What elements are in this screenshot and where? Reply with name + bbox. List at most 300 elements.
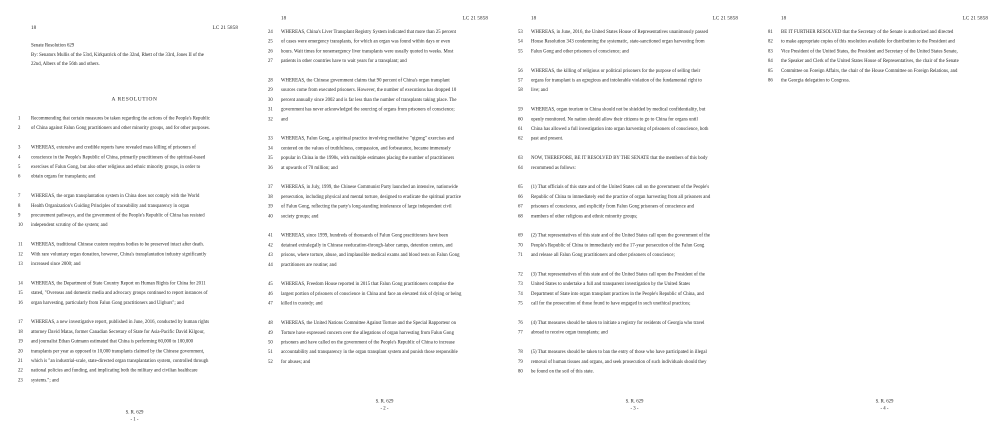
doc-line (0, 366, 250, 376)
line-number: 81 (768, 29, 773, 35)
line-number: 35 (268, 155, 273, 161)
line-number: 11 (18, 242, 23, 248)
doc-line (0, 357, 250, 367)
doc-line (0, 192, 250, 202)
doc-line (250, 231, 500, 241)
line-number: 18 (18, 329, 23, 335)
doc-line (250, 115, 500, 125)
line-number: 72 (518, 272, 523, 278)
line-text: People's Republic of China to immediately end the 17-year persecution of the Falun Gong (531, 242, 705, 248)
doc-line (500, 328, 750, 338)
line-number: 5 (18, 164, 21, 170)
line-text: (4) That measures should be taken to initiate a registry for residents of Georgia who travel (531, 320, 705, 326)
header-page-number: 18 (531, 15, 537, 21)
line-number: 22 (18, 368, 23, 374)
line-number: 86 (768, 78, 773, 84)
line-number: 8 (18, 203, 21, 209)
doc-line (250, 28, 500, 38)
line-number: 55 (518, 48, 523, 54)
doc-line (500, 134, 750, 144)
line-text: WHEREAS, Falun Gong, a spiritual practice involving meditative "qigong" exercises and (281, 136, 455, 142)
paragraph (500, 105, 750, 144)
line-number: 49 (268, 330, 273, 336)
doc-line (750, 57, 1000, 67)
page-body (250, 28, 500, 377)
line-text: stated, "Overseas and domestic media and advocacy groups continued to report instances of (31, 290, 208, 296)
line-number: 30 (268, 97, 273, 103)
line-number: 65 (518, 184, 523, 190)
line-text: United States to undertake a full and transparent investigation by the United States (531, 281, 691, 287)
line-text: of China against Falun Gong practitioners and other minority groups, and for other purposes. (31, 125, 210, 131)
line-text: House Resolution 343 condemning the systematic, state-sanctioned organ harvesting from (531, 39, 705, 45)
doc-line (0, 163, 250, 173)
line-number: 16 (18, 300, 23, 306)
doc-line (250, 134, 500, 144)
line-text: practitioners are routine; and (281, 262, 337, 268)
line-number: 19 (18, 339, 23, 345)
line-number: 58 (518, 87, 523, 93)
doc-line (0, 153, 250, 163)
doc-line (750, 28, 1000, 38)
line-text: removal of human tissues and organs, and seek prosecution of such individuals should they (531, 359, 707, 365)
line-number: 20 (18, 348, 23, 354)
doc-line (250, 154, 500, 164)
line-number: 38 (268, 194, 273, 200)
paragraph (500, 231, 750, 260)
doc-line (500, 241, 750, 251)
line-text: prisons, where torture, abuse, and implausible medical exams and blood tests on Falun Gong (281, 252, 460, 258)
line-text: of Falun Gong, reflecting the party's long-standing intolerance of large independent civil (281, 204, 452, 210)
doc-line (500, 37, 750, 47)
line-number: 57 (518, 78, 523, 84)
footer-page-number: - 3 - (630, 405, 639, 411)
line-number: 76 (518, 320, 523, 326)
doc-line (0, 337, 250, 347)
line-text: for abuses; and (281, 359, 311, 365)
doc-line (500, 66, 750, 76)
line-number: 7 (18, 193, 21, 199)
line-text: WHEREAS, a new investigative report, published in June, 2016, conducted by human rights (31, 319, 210, 325)
line-number: 9 (18, 213, 21, 219)
intro-line: Senate Resolution 629 (31, 42, 75, 48)
line-number: 39 (268, 204, 273, 210)
line-text: systems."; and (31, 377, 59, 383)
page-footer (531, 398, 738, 412)
line-text: openly monitored. No nation should allow their citizens to go to China for organs until (531, 116, 698, 122)
doc-line (0, 240, 250, 250)
line-number: 50 (268, 339, 273, 345)
page-body (500, 28, 750, 387)
line-number: 62 (518, 136, 523, 142)
line-number: 53 (518, 29, 523, 35)
line-number: 14 (18, 280, 23, 286)
paragraph (250, 319, 500, 368)
header-doc-code: LC 21 5858 (212, 25, 238, 31)
footer-page-number: - 2 - (380, 405, 389, 411)
line-text: Department of State into organ transplant practices in the People's Republic of China, and (531, 291, 704, 297)
line-text: and release all Falun Gong practitioners and other prisoners of conscience; (531, 252, 675, 258)
line-text: society groups; and (281, 213, 319, 219)
line-number: 13 (18, 261, 23, 267)
paragraph (250, 134, 500, 173)
line-text: WHEREAS, since 1999, hundreds of thousands of Falun Gong practitioners have been (281, 233, 449, 239)
line-number: 84 (768, 58, 773, 64)
line-number: 69 (518, 233, 523, 239)
line-number: 60 (518, 116, 523, 122)
page-3 (500, 0, 750, 444)
page-2 (250, 0, 500, 444)
doc-line (250, 57, 500, 67)
doc-line (500, 319, 750, 329)
line-text: recommend as follows: (531, 165, 576, 171)
line-number: 27 (268, 58, 273, 64)
line-text: Recommending that certain measures be taken regarding the actions of the People's Republic (31, 116, 211, 121)
line-number: 12 (18, 251, 23, 257)
paragraph (750, 28, 1000, 86)
header-page-number: 18 (781, 15, 787, 21)
line-text: detained extralegally in Chinese reeducation-through-labor camps, detention centers, and (281, 242, 453, 248)
doc-line (750, 66, 1000, 76)
doc-line (500, 76, 750, 86)
line-text: WHEREAS, the killing of religious or political prisoners for the purpose of selling their (531, 68, 701, 74)
line-text: hours. Wait times for nonemergency liver transplants were usually quoted in weeks. Most (281, 48, 454, 54)
line-text: past and present. (531, 136, 564, 142)
page-4 (750, 0, 1000, 444)
line-number: 34 (268, 145, 273, 151)
doc-line (500, 125, 750, 135)
line-number: 45 (268, 281, 273, 287)
doc-line (0, 279, 250, 289)
paragraph (0, 192, 250, 231)
paragraph (250, 28, 500, 67)
line-number: 29 (268, 87, 273, 93)
intro-line: By: Senators Mullis of the 53rd, Kirkpatrick of the 32nd, Rhett of the 33rd, Jones II of the (31, 51, 204, 58)
line-text: prisoners of conscience, and explicitly from Falun Gong prisoners of conscience and (531, 204, 694, 210)
line-number: 2 (18, 125, 21, 131)
line-number: 10 (18, 222, 23, 228)
doc-line (500, 115, 750, 125)
doc-line (250, 289, 500, 299)
page-body (750, 28, 1000, 96)
doc-line (0, 143, 250, 153)
line-number: 77 (518, 330, 523, 336)
doc-line (250, 319, 500, 329)
footer-page-number: - 1 - (130, 416, 139, 422)
line-number: 17 (18, 319, 23, 325)
paragraph (500, 183, 750, 222)
line-text: obtain organs for transplants; and (31, 174, 96, 180)
line-text: organ harvesting, particularly from Falun Gong practitioners and Uighurs"; and (31, 300, 184, 306)
doc-line (500, 280, 750, 290)
page-body (0, 114, 250, 395)
line-number: 43 (268, 252, 273, 258)
line-text: WHEREAS, in July, 1999, the Chinese Communist Party launched an intensive, nationwide (281, 184, 458, 190)
page-footer (31, 409, 238, 423)
doc-line (250, 299, 500, 309)
paragraph (0, 240, 250, 269)
doc-line (250, 280, 500, 290)
footer-doc-number: S. R. 629 (375, 398, 394, 404)
line-text: NOW, THEREFORE, BE IT RESOLVED BY THE SENATE that the members of this body (531, 155, 708, 161)
paragraph (0, 318, 250, 386)
page-header (281, 16, 488, 22)
resolution-intro (31, 41, 238, 69)
paragraph (500, 319, 750, 338)
doc-line (250, 348, 500, 358)
doc-line (250, 76, 500, 86)
line-number: 61 (518, 126, 523, 132)
paragraph (0, 279, 250, 308)
page-header (31, 25, 238, 31)
doc-line (250, 183, 500, 193)
line-text: (5) That measures should be taken to ban the entry of those who have participated in illegal (531, 349, 707, 355)
line-text: be found on the soil of this state. (531, 369, 594, 375)
line-text: call for the prosecution of those found to have engaged in such unethical practices; (531, 301, 691, 307)
doc-line (500, 183, 750, 193)
line-number: 78 (518, 349, 523, 355)
paragraph (500, 154, 750, 173)
line-text: (3) That representatives of this state and of the United States call upon the President of the (531, 272, 706, 278)
line-text: China has allowed a full investigation into organ harvesting of prisoners of conscience, both (531, 126, 709, 132)
line-number: 25 (268, 39, 273, 45)
doc-line (0, 327, 250, 337)
line-number: 15 (18, 290, 23, 296)
doc-line (500, 105, 750, 115)
line-text: Falun Gong and other prisoners of conscience; and (531, 48, 629, 54)
line-text: of cases were emergency transplants, for which an organ was found within days or even (281, 39, 451, 45)
line-text: the Speaker and Clerk of the United States House of Representatives, the chair of the Senate (781, 58, 959, 64)
doc-line (0, 172, 250, 182)
line-text: procurement pathways, and the government of the People's Republic of China has resisted (31, 213, 205, 219)
doc-line (0, 318, 250, 328)
doc-line (250, 47, 500, 57)
doc-line (250, 251, 500, 261)
line-number: 47 (268, 301, 273, 307)
doc-line (250, 37, 500, 47)
line-number: 24 (268, 29, 273, 35)
doc-line (500, 47, 750, 57)
line-number: 32 (268, 116, 273, 122)
line-text: and journalist Ethan Gutmann estimated that China is performing 60,000 to 100,000 (31, 339, 194, 345)
page-2-inner (250, 0, 500, 444)
doc-line (500, 299, 750, 309)
doc-line (500, 357, 750, 367)
page-4-inner (750, 0, 1000, 444)
doc-line (750, 47, 1000, 57)
page-1 (0, 0, 250, 444)
doc-line (250, 328, 500, 338)
doc-line (500, 163, 750, 173)
paragraph (500, 270, 750, 309)
line-number: 37 (268, 184, 273, 190)
line-text: (2) That representatives of this state and of the United States call upon the government of the (531, 233, 711, 239)
doc-line (250, 144, 500, 154)
line-number: 71 (518, 252, 523, 258)
line-text: attorney David Matas, former Canadian Secretary of State for Asia-Pacific David Kilgour, (31, 329, 205, 335)
line-number: 75 (518, 301, 523, 307)
line-text: at upwards of 70 million; and (281, 165, 338, 171)
page-footer (281, 398, 488, 412)
line-text: WHEREAS, Freedom House reported in 2015 that Falun Gong practitioners comprise the (281, 281, 454, 287)
line-number: 31 (268, 107, 273, 113)
intro-line: 22nd, Albers of the 56th and others. (31, 61, 100, 67)
line-number: 44 (268, 262, 273, 268)
paragraph (0, 114, 250, 133)
line-text: WHEREAS, the Department of State Country Report on Human Rights for China for 2011 (31, 280, 206, 286)
doc-line (500, 154, 750, 164)
line-number: 6 (18, 174, 21, 180)
line-text: WHEREAS, the organ transplantation system in China does not comply with the World (31, 193, 200, 199)
page-1-inner (0, 0, 250, 444)
line-number: 68 (518, 213, 523, 219)
paragraph (250, 183, 500, 222)
doc-line (0, 250, 250, 260)
paragraph (250, 231, 500, 270)
line-number: 59 (518, 107, 523, 113)
header-page-number: 18 (281, 15, 287, 21)
line-text: killed in custody; and (281, 301, 323, 307)
doc-line (250, 241, 500, 251)
footer-doc-number: S. R. 629 (625, 398, 644, 404)
line-number: 51 (268, 349, 273, 355)
doc-line (500, 348, 750, 358)
doc-line (250, 95, 500, 105)
line-number: 33 (268, 136, 273, 142)
line-text: to make appropriate copies of this resolution available for distribution to the President and (781, 39, 955, 45)
doc-line (500, 231, 750, 241)
line-text: organs for transplant is an egregious and intolerable violation of the fundamental right to (531, 78, 702, 84)
line-number: 36 (268, 165, 273, 171)
line-text: WHEREAS, the Chinese government claims that 90 percent of China's organ transplant (281, 78, 450, 84)
doc-line (500, 28, 750, 38)
line-text: and (281, 116, 288, 122)
line-text: WHEREAS, traditional Chinese custom requires bodies to be preserved intact after death. (31, 242, 204, 248)
line-number: 67 (518, 204, 523, 210)
doc-line (0, 201, 250, 211)
line-text: transplants per year as opposed to 10,000 transplants claimed by the Chinese government, (31, 348, 205, 354)
line-number: 70 (518, 242, 523, 248)
footer-doc-number: S. R. 629 (875, 398, 894, 404)
line-text: sources come from executed prisoners. However, the number of executions has dropped 10 (281, 87, 457, 93)
line-number: 3 (18, 145, 21, 151)
line-text: increased since 2000; and (31, 261, 81, 267)
line-text: prisoners and have called on the government of the People's Republic of China to increase (281, 339, 455, 345)
line-number: 63 (518, 155, 523, 161)
line-number: 4 (18, 154, 21, 160)
line-text: Republic of China to immediately end the practice of organ harvesting from all prisoners and (531, 194, 711, 200)
line-number: 40 (268, 213, 273, 219)
doc-line (500, 367, 750, 377)
doc-line (500, 86, 750, 96)
page-3-inner (500, 0, 750, 444)
line-text: independent scrutiny of the system; and (31, 222, 108, 228)
line-number: 56 (518, 68, 523, 74)
doc-line (500, 289, 750, 299)
paragraph (500, 66, 750, 95)
line-number: 21 (18, 358, 23, 364)
line-number: 73 (518, 281, 523, 287)
paragraph (500, 28, 750, 57)
line-number: 42 (268, 242, 273, 248)
header-page-number: 18 (31, 25, 37, 31)
line-number: 85 (768, 68, 773, 74)
doc-line (250, 260, 500, 270)
line-text: accountability and transparency in the organ transplant system and punish those responsible (281, 349, 458, 355)
line-text: centered on the values of truthfulness, compassion, and forbearance, became immensely (281, 145, 451, 151)
header-doc-code: LC 21 5858 (962, 15, 988, 21)
line-text: Torture have expressed concern over the allegations of organ harvesting from Falun Gong (281, 330, 454, 336)
line-text: percent annually since 2002 and is far less than the number of transplants taking place. The (281, 97, 457, 103)
line-number: 26 (268, 48, 273, 54)
doc-line (0, 211, 250, 221)
doc-line (750, 76, 1000, 86)
page-header (531, 16, 738, 22)
doc-line (250, 202, 500, 212)
line-text: which is "an industrial-scale, state-directed organ transplantation system, controlled through (31, 358, 209, 364)
doc-line (0, 260, 250, 270)
line-number: 79 (518, 359, 523, 365)
line-text: BE IT FURTHER RESOLVED that the Secretary of the Senate is authorized and directed (781, 29, 954, 35)
line-text: national policies and funding, and implicating both the military and civilian healthcare (31, 368, 198, 374)
doc-line (0, 114, 250, 124)
doc-line (0, 376, 250, 386)
paragraph (250, 280, 500, 309)
header-doc-code: LC 21 5858 (462, 15, 488, 21)
doc-line (250, 338, 500, 348)
doc-line (500, 202, 750, 212)
header-doc-code: LC 21 5858 (712, 15, 738, 21)
doc-line (250, 86, 500, 96)
line-number: 52 (268, 359, 273, 365)
footer-page-number: - 4 - (880, 405, 889, 411)
line-number: 83 (768, 48, 773, 54)
line-number: 80 (518, 369, 523, 375)
line-number: 64 (518, 165, 523, 171)
line-text: WHEREAS, China's Liver Transplant Registry System indicated that more than 25 percent (281, 29, 457, 35)
line-text: the Georgia delegation to Congress. (781, 78, 850, 84)
doc-line (0, 298, 250, 308)
line-number: 66 (518, 194, 523, 200)
line-number: 41 (268, 233, 273, 239)
paragraph (0, 143, 250, 182)
line-number: 48 (268, 320, 273, 326)
section-heading: A RESOLUTION (111, 96, 158, 102)
footer-doc-number: S. R. 629 (125, 409, 144, 415)
doc-line (250, 357, 500, 367)
line-number: 54 (518, 39, 523, 45)
line-text: patients in other countries have to wait years for a transplant; and (281, 58, 407, 64)
line-text: Health Organization's Guiding Principles of traceability and transparency in organ (31, 203, 190, 209)
page-header (781, 16, 988, 22)
line-text: WHEREAS, the United Nations Committee Against Torture and the Special Rapporteur on (281, 320, 456, 326)
line-text: Committee on Foreign Affairs, the chair of the House Committee on Foreign Relations, and (781, 68, 958, 74)
paragraph (500, 348, 750, 377)
paragraph (250, 76, 500, 125)
line-text: conscience in the People's Republic of China, primarily practitioners of the spiritual-based (31, 154, 206, 160)
line-text: largest portion of prisoners of conscience in China and face an elevated risk of dying or being (281, 291, 462, 297)
doc-line (0, 221, 250, 231)
line-text: government has never acknowledged the sourcing of organs from prisoners of conscience; (281, 107, 455, 113)
doc-line (500, 192, 750, 202)
doc-line (750, 37, 1000, 47)
line-number: 1 (18, 116, 21, 121)
line-text: With rare voluntary organ donation, however, China's transplantation industry significantly (31, 251, 207, 257)
doc-line (500, 251, 750, 261)
line-text: Vice President of the United States, the President and Secretary of the United States Senate, (781, 48, 958, 54)
line-number: 23 (18, 377, 23, 383)
line-text: abroad to receive organ transplants; and (531, 330, 608, 336)
line-number: 82 (768, 39, 773, 45)
